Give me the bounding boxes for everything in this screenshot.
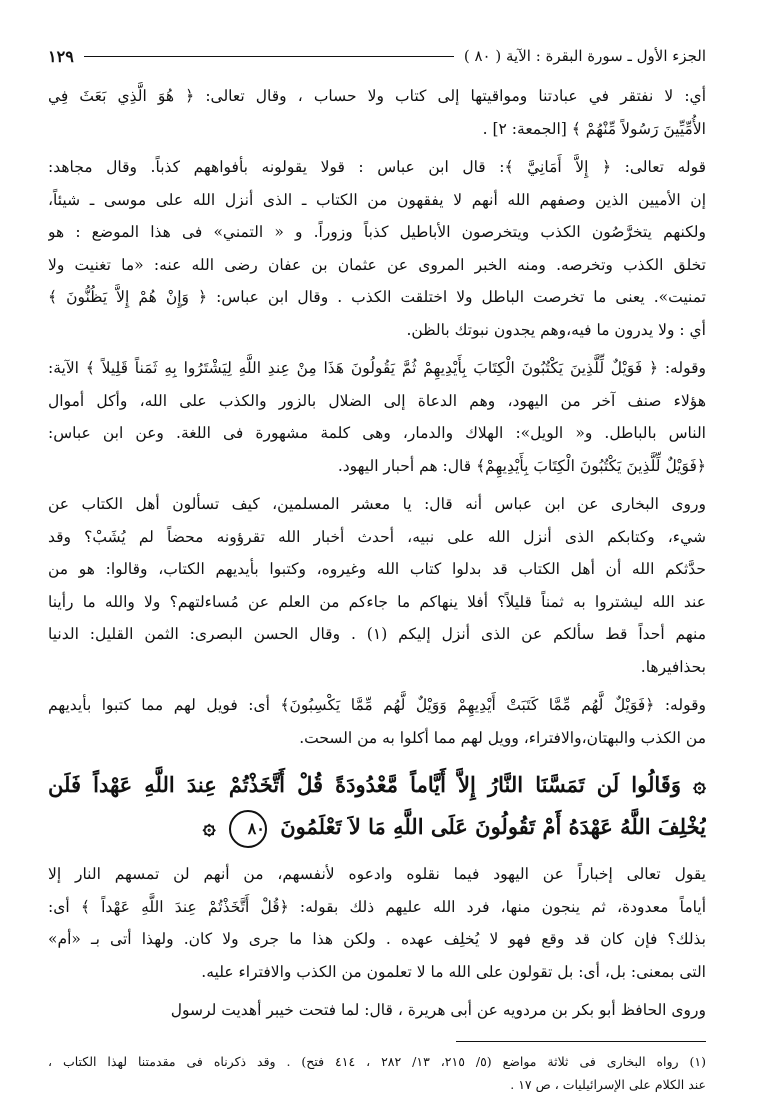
page-number: ١٢٩ <box>48 46 74 66</box>
ayah-number-badge: ٨٠ <box>229 810 267 848</box>
text-line: تخلق الكذب وتخرصه. ومنه الخبر المروى عن عثمان بن عفان رضى الله عنه: «ما تغنيت ولا <box>48 255 706 274</box>
text-line: عند الله ليشتروا به ثمناً قليلاً؟ أفلا ينهاكم ما جاءكم من العلم عن مُساءلتهم؟ ولا والله ما رأينا <box>48 592 706 611</box>
text-line: شيء، وكتابكم الذى أنزل الله على نبيه، أحدث أخبار الله تقرؤونه محضاً لم يُشَبْ؟ وقد <box>48 527 706 546</box>
paragraph-1 <box>48 80 706 145</box>
verse-text: يُخْلِفَ اللَّهُ عَهْدَهُ أَمْ تَقُولُونَ عَلَى اللَّهِ مَا لاَ تَعْلَمُونَ <box>280 814 706 839</box>
text-line: تمنيت». يعنى ما تخرصت الباطل ولا اختلقت الكذب . وقال ابن عباس: ﴿ وَإِنْ هُمْ إِلاَّ يَظُنُّونَ ﴾ <box>48 288 706 306</box>
footnote-line: عند الكلام على الإسرائيليات ، ص ١٧ . <box>510 1076 706 1092</box>
header-rule <box>84 56 454 57</box>
footnote-line: (١) رواه البخارى فى ثلاثة مواضع (٥/ ٢١٥، ١٣/ ٢٨٢ ، ٤١٤ فتح) . وقد ذكرناه فى مقدمتنا لهذا الكتاب ، <box>48 1053 706 1069</box>
text-line: إن الأميين الذين وصفهم الله أنهم لا يفقهون من الكتاب ـ الذى أنزل الله على موسى ـ شيئاً، <box>48 190 706 209</box>
text-line: وقوله: ﴿ فَوَيْلٌ لِّلَّذِينَ يَكْتُبُونَ الْكِتَابَ بِأَيْدِيهِمْ ثُمَّ يَقُولُونَ هَذَا مِنْ عِندِ اللَّهِ لِيَشْتَرُوا بِهِ ثَمَناً قَلِيلاً ﴾ الآية: <box>48 359 706 377</box>
text-line: ولكنهم يتخرَّصُون الكذب ويتخرصون الأباطيل كذباً وزوراً. و « التمني» فى هذا الموضع : هو <box>48 223 706 241</box>
text-line: وقوله: ﴿فَوَيْلٌ لَّهُم مِّمَّا كَتَبَتْ أَيْدِيهِمْ وَوَيْلٌ لَّهُم مِّمَّا يَكْسِبُونَ﴾ أى: فويل لهم مما كتبوا بأيديهم <box>48 696 706 714</box>
paragraph-7 <box>48 994 706 1027</box>
text-line: ﴿فَوَيْلٌ لِّلَّذِينَ يَكْتُبُونَ الْكِتَابَ بِأَيْدِيهِمْ﴾ قال: هم أحبار اليهود. <box>337 456 706 475</box>
text-line: قوله تعالى: ﴿ إِلاَّ أَمَانِيَّ ﴾: قال ابن عباس : قولا يقولونه بأفواههم كذباً. وقال مجاهد: <box>48 158 706 176</box>
text-line: يقول تعالى إخباراً عن اليهود فيما نقلوه وادعوه لأنفسهم، من أنهم لن تمسهم النار إلا <box>48 865 706 883</box>
text-line: حدَّثكم الله أن أهل الكتاب قد بدلوا كتاب الله وغيروه، وكتبوا بأيديهم الكتاب، وقالوا: هو من <box>48 560 706 578</box>
text-line: الناس بالباطل. و« الويل»: الهلاك والدمار، وهى كلمة مشهورة فى اللغة. وعن ابن عباس: <box>48 424 706 442</box>
verse-line-2 <box>48 806 706 848</box>
footnotes <box>48 1050 706 1096</box>
text-line: بحذافيرها. <box>640 657 706 676</box>
text-line: أي: لا نفتقر في عبادتنا ومواقيتها إلى كتاب ولا حساب ، وقال تعالى: ﴿ هُوَ الَّذِي بَعَثَ فِي <box>48 87 706 105</box>
text-line: أياماً معدودة، ثم ينجون منها، فرد الله عليهم ذلك بقوله: ﴿قُلْ أَتَّخَذْتُمْ عِندَ اللَّهِ عَهْداً ﴾ أى: <box>48 897 706 916</box>
text-line: أي : ولا يدرون ما فيه،وهم يجدون نبوتك بالظن. <box>406 320 706 339</box>
paragraph-2 <box>48 151 706 346</box>
running-title: الجزء الأول ـ سورة البقرة : الآية ( ٨٠ ) <box>463 47 706 65</box>
verse-text: وَقَالُوا لَن تَمَسَّنَا النَّارُ إِلاَّ أَيَّاماً مَّعْدُودَةً قُلْ أَتَّخَذْتُمْ عِندَ اللَّهِ عَهْداً فَلَن <box>48 772 681 797</box>
verse-ornament-icon: ۞ <box>693 772 706 798</box>
quran-verse-block <box>48 764 706 848</box>
text-line: بذلك؟ فإن كان قد وقع فهو لا يُخلِف عهده . ولكن هذا ما جرى ولا كان. ولهذا أتى بـ «أم» <box>48 930 706 948</box>
paragraph-5 <box>48 689 706 754</box>
text-line: الأُمِّيِّينَ رَسُولاً مِّنْهُمْ ﴾ [الجمعة: ٢] . <box>482 119 706 138</box>
text-line: وروى البخارى عن ابن عباس أنه قال: يا معشر المسلمين، كيف تسألون أهل الكتاب عن <box>48 495 706 513</box>
text-line: التى بمعنى: بل، أى: بل تقولون على الله ما لا تعلمون من الكذب والافتراء عليه. <box>201 962 706 981</box>
text-line: وروى الحافظ أبو بكر بن مردويه عن أبى هريرة ، قال: لما فتحت خيبر أهديت لرسول <box>170 1001 706 1019</box>
text-line: من الكذب والبهتان،والافتراء، وويل لهم مما أكلوا به من السحت. <box>299 728 706 747</box>
verse-ornament-icon: ۞ <box>202 814 216 840</box>
text-line: منهم أحداً قط سألكم عن الذى أنزل إليكم (١) . وقال الحسن البصرى: الثمن القليل: الدنيا <box>48 625 706 643</box>
paragraph-6 <box>48 858 706 988</box>
text-line: هؤلاء صنف آخر من اليهود، وهم الدعاة إلى الضلال بالزور والكذب على الله، وأكل أموال <box>48 391 706 410</box>
verse-line-1 <box>48 764 706 806</box>
paragraph-3 <box>48 352 706 482</box>
footnote-divider <box>456 1041 706 1042</box>
page-header <box>48 42 706 70</box>
paragraph-4 <box>48 488 706 683</box>
